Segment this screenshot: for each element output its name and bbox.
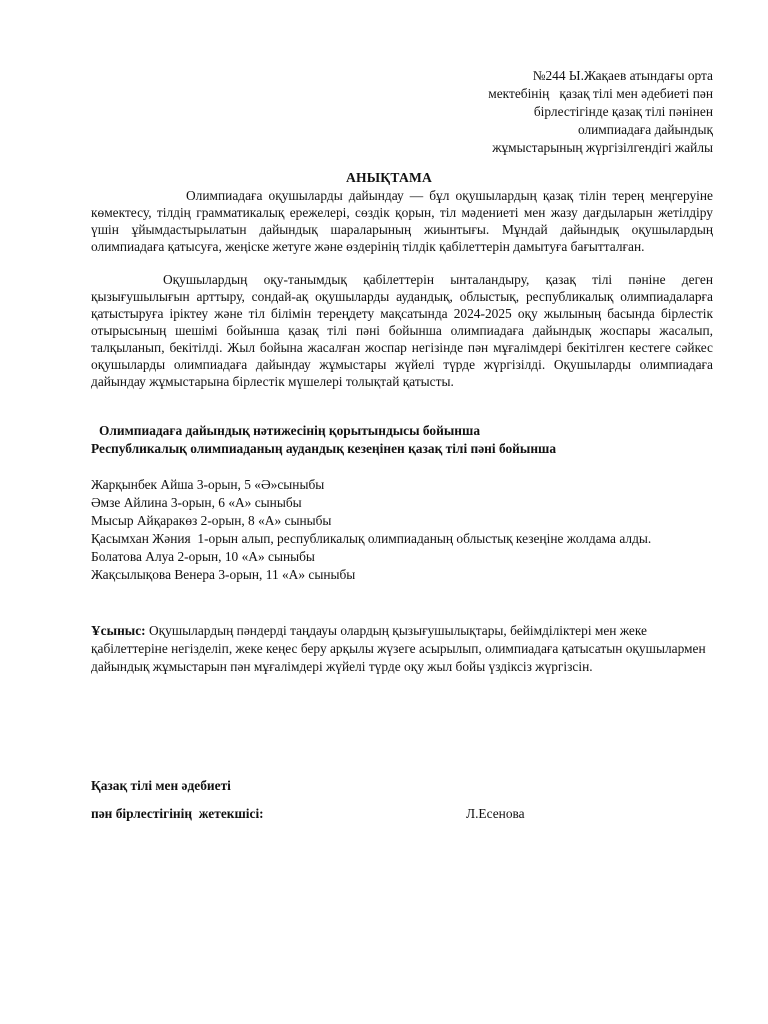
header-line: мектебінің қазақ тілі мен әдебиеті пән	[488, 86, 713, 101]
header-line: олимпиадаға дайындық	[577, 122, 713, 137]
list-item: Әмзе Айлина 3-орын, 6 «А» сыныбы	[91, 495, 302, 510]
list-item: Қасымхан Жәния 1-орын алып, республикалық олимпиаданың облыстық кезеңіне жолдама алды.	[91, 531, 652, 546]
results-heading-line2: Республикалық олимпиаданың аудандық кезеңінен қазақ тілі пәні бойынша	[91, 441, 557, 456]
list-item: Жақсылықова Венера 3-орын, 11 «А» сыныбы	[91, 567, 356, 582]
results-heading-line1: Олимпиадаға дайындық нәтижесінің қорытындысы бойынша	[99, 423, 481, 438]
document-header	[383, 67, 713, 157]
intro-paragraph: Олимпиадаға оқушыларды дайындау — бұл оқушылардың қазақ тілін терең меңгеруіне көмектесу, тілдің грамматикалық ережелері, сөздік қорын, тіл мәдениеті мен жазу дағдыларын жетілдіру үшін ұйымдастырылатын дайындық шараларының жиынтығы. Мұндай дайындық оқушылардың олимпиадаға қатысуға, жеңіске жетуге және өздерінің тілдік қабілеттерін дамытуға бағытталған.	[91, 188, 713, 254]
document-title: АНЫҚТАМА	[345, 170, 433, 185]
winners-list	[91, 476, 713, 584]
list-item: Болатова Алуа 2-орын, 10 «А» сыныбы	[91, 549, 315, 564]
preparation-paragraph: Оқушылардың оқу-танымдық қабілеттерін ынталандыру, қазақ тілі пәніне деген қызығушылығын арттыру, сондай-ақ оқушыларды аудандық, облыстық, республикалық олимпиадаларға қатыстыруға іріктеу және тіл білімін тереңдету мақсатында 2024-2025 оқу жылының басында бірлестік отырысының шешімі бойынша қазақ тілі пәні бойынша олимпиадаға дайындық жоспары жасалып, талқыланып, бекітілді. Жыл бойына жасалған жоспар негізінде пән мұғалімдері бекітілген кестеге сәйкес оқушыларды олимпиадаға дайындау жұмыстары жүйелі түрде жүргізілді. Оқушыларды олимпиадаға дайындау жұмыстарына бірлестік мүшелері толықтай қатысты.	[91, 272, 713, 389]
header-line: бірлестігінде қазақ тілі пәнінен	[533, 104, 713, 119]
header-line: жұмыстарының жүргізілгендігі жайлы	[492, 140, 713, 155]
recommendation-block	[91, 622, 713, 676]
list-item: Жарқынбек Айша 3-орын, 5 «Ә»сыныбы	[91, 477, 325, 492]
header-line: №244 Ы.Жақаев атындағы орта	[532, 68, 713, 83]
recommendation-text: Оқушылардың пәндерді таңдауы олардың қызығушылықтары, бейімділіктері мен жеке қабілеттеріне негізделіп, жеке кеңес беру арқылы жүзеге асырылып, олимпиадаға қатысатын оқушылармен дайындық жұмыстарын пән мұғалімдері жүйелі түрде оқу жыл бойы үздіксіз жүргізсін.	[91, 623, 706, 674]
recommendation-label: Ұсыныс:	[91, 623, 146, 638]
signature-name: Л.Есенова	[466, 806, 525, 821]
list-item: Мысыр Айқаракөз 2-орын, 8 «А» сыныбы	[91, 513, 332, 528]
signature-role-line1: Қазақ тілі мен әдебиеті	[91, 778, 231, 793]
signature-role-line2: пән бірлестігінің жетекшісі:	[91, 806, 264, 821]
